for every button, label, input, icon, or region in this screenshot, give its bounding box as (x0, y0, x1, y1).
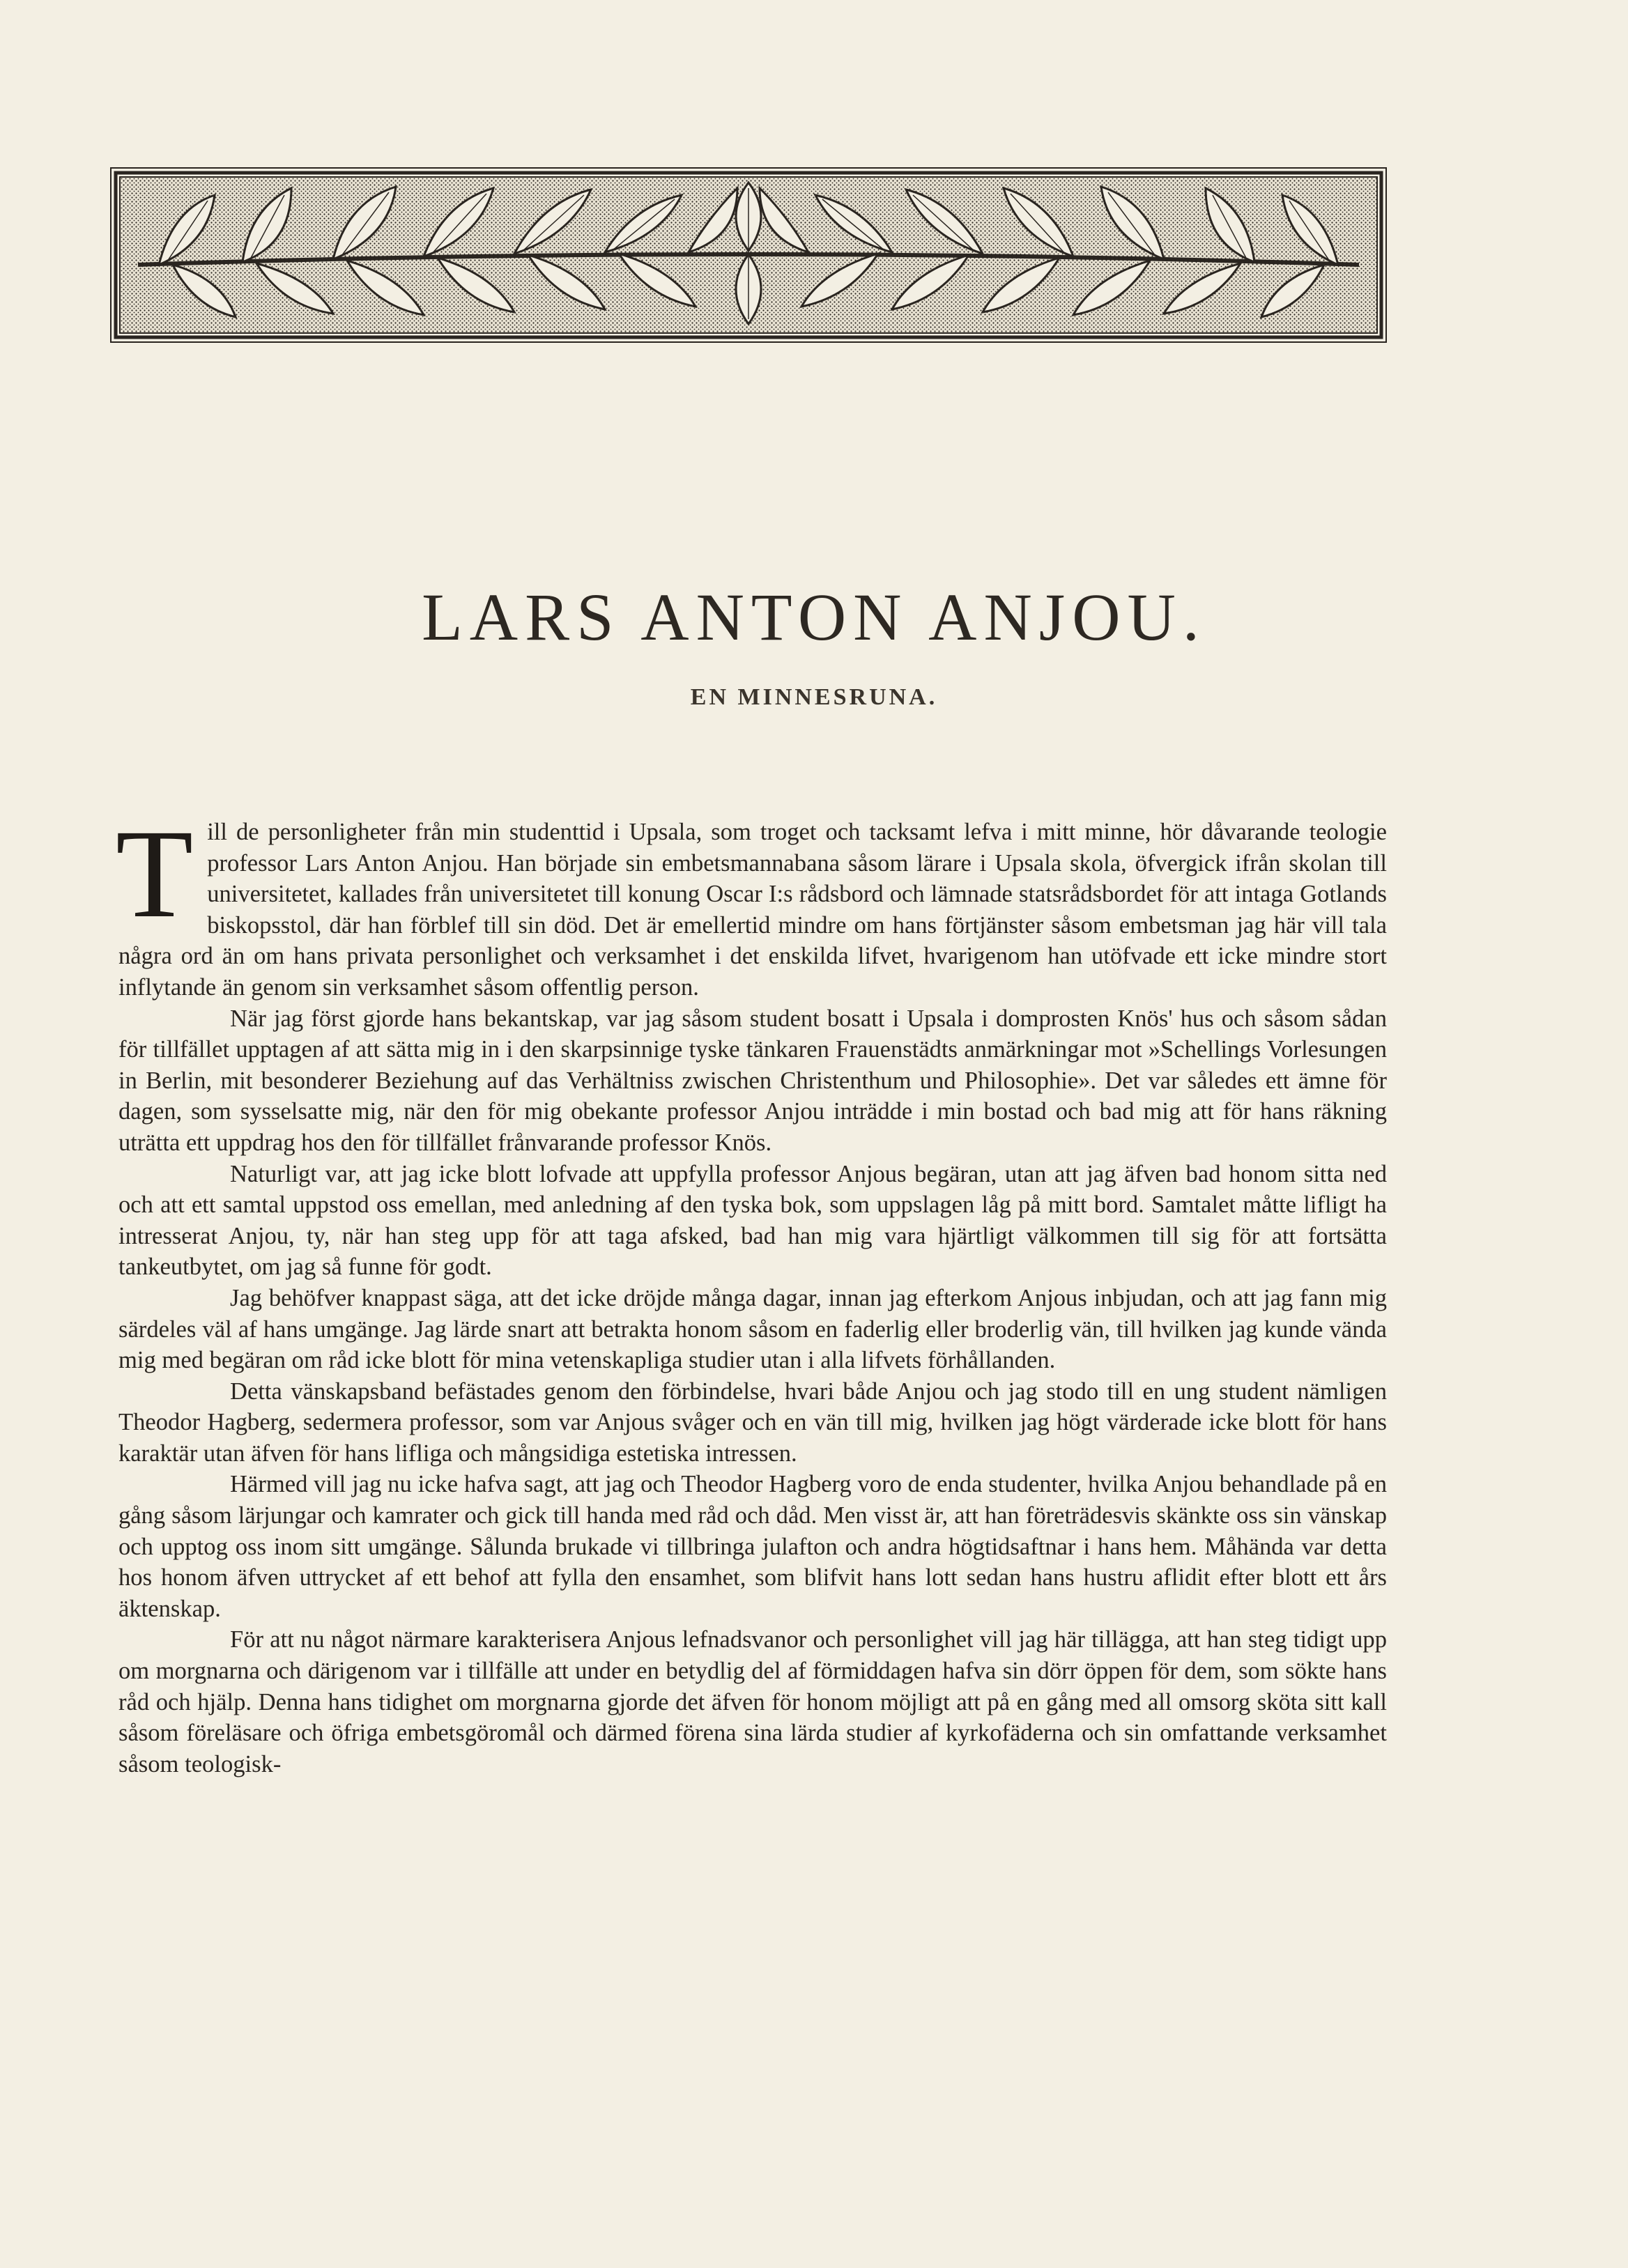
paragraph: Naturligt var, att jag icke blott lofvade att uppfylla professor Anjous begäran, utan att jag äfven bad honom sitta ned och att ett samtal uppstod oss emellan, med anledning af den tyska bok, som uppslagen låg på mitt bord. Samtalet måtte lifligt ha intresserat Anjou, ty, när han steg upp för att taga afsked, bad han mig vara hjärtligt välkommen till sig för att fortsätta tankeutbytet, om jag så funne för godt. (118, 1160, 1387, 1281)
paragraph: När jag först gjorde hans bekantskap, var jag såsom student bosatt i Upsala i domprosten Knös' hus och såsom sådan för tillfället upptagen af att sätta mig in i den skarpsinnige tyske tänkaren Frauenstädts anmärkningar mot »Schellings Vorlesungen in Berlin, mit besonderer Beziehung auf das Verhältniss zwischen Christenthum und Philosophie». Det var således ett ämne för dagen, som sysselsatte mig, när den för mig obekante professor Anjou inträdde i min bostad och bad mig att för hans räkning uträtta ett uppdrag hos den för tillfället frånvarande professor Knös. (118, 1005, 1387, 1156)
paragraph: Detta vänskapsband befästades genom den förbindelse, hvari både Anjou och jag stodo till en ung student nämligen Theodor Hagberg, sedermera professor, som var Anjous svåger och en vän till mig, hvilken jag högt värderade icke blott för hans karaktär utan äfven för hans lifliga och mångsidiga estetiska intressen. (118, 1378, 1387, 1467)
paragraph: Härmed vill jag nu icke hafva sagt, att jag och Theodor Hagberg voro de enda studenter, hvilka Anjou behandlade på en gång såsom lärjungar och kamrater och gick till handa med råd och dåd. Men visst är, att han företrädesvis skänkte oss sin vänskap och upptog oss inom sitt umgänge. Sålunda brukade vi tillbringa julafton och andra högtidsaftnar i hans hem. Måhända var detta hos honom äfven uttrycket af ett behof att fylla den ensamhet, som blifvit hans lott sedan hans hustru aflidit efter blott ett års äktenskap. (118, 1471, 1387, 1622)
paragraph: Jag behöfver knappast säga, att det icke dröjde många dagar, innan jag efterkom Anjous inbjudan, och att jag fann mig särdeles väl af hans umgänge. Jag lärde snart att betrakta honom såsom en faderlig eller broderlig vän, till hvilken jag kunde vända mig med begäran om råd icke blott för mina vetenskapliga studier utan i alla lifvets förhållanden. (118, 1284, 1387, 1374)
drop-cap: T (116, 804, 194, 944)
article-body (116, 804, 1387, 1780)
first-paragraph-text: ill de personligheter från min studenttid i Upsala, som troget och tacksamt lefva i mitt minne, hör dåvarande teologie professor Lars Anton Anjou. Han började sin embetsmannabana såsom lärare i Upsala skola, öfvergick ifrån skolan till universitetet, kallades från universitetet till konung Oscar I:s rådsbord och lämnade statsrådsbordet för att intaga Gotlands biskopsstol, där han förblef till sin död. Det är emellertid mindre om hans förtjänster såsom embetsman jag här vill tala några ord än om hans privata personlighet och verksamhet i det enskilda lifvet, hvarigenom han utöfvade ett icke mindre stort inflytande än genom sin verksamhet såsom offentlig person. (118, 819, 1387, 1001)
header-ornament (110, 167, 1387, 343)
article-subtitle: EN MINNESRUNA. (690, 684, 938, 710)
laurel-leaf-ornament-icon (110, 167, 1387, 343)
paragraph: För att nu något närmare karakterisera Anjous lefnadsvanor och personlighet vill jag här tillägga, att han steg tidigt upp om morgnarna och därigenom var i tillfälle att under en betydlig del af förmiddagen hafva sin dörr öppen för dem, som sökte hans råd och hjälp. Denna hans tidighet om morgnarna gjorde det äfven för honom möjligt att på en gång med all omsorg sköta sitt kall såsom föreläsare och öfriga embetsgöromål och därmed förena sina lärda studier af kyrkofäderna och sin omfattande verksamhet såsom teologisk- (118, 1626, 1387, 1777)
article-title: LARS ANTON ANJOU. (422, 580, 1206, 654)
paragraph (116, 804, 1387, 1003)
